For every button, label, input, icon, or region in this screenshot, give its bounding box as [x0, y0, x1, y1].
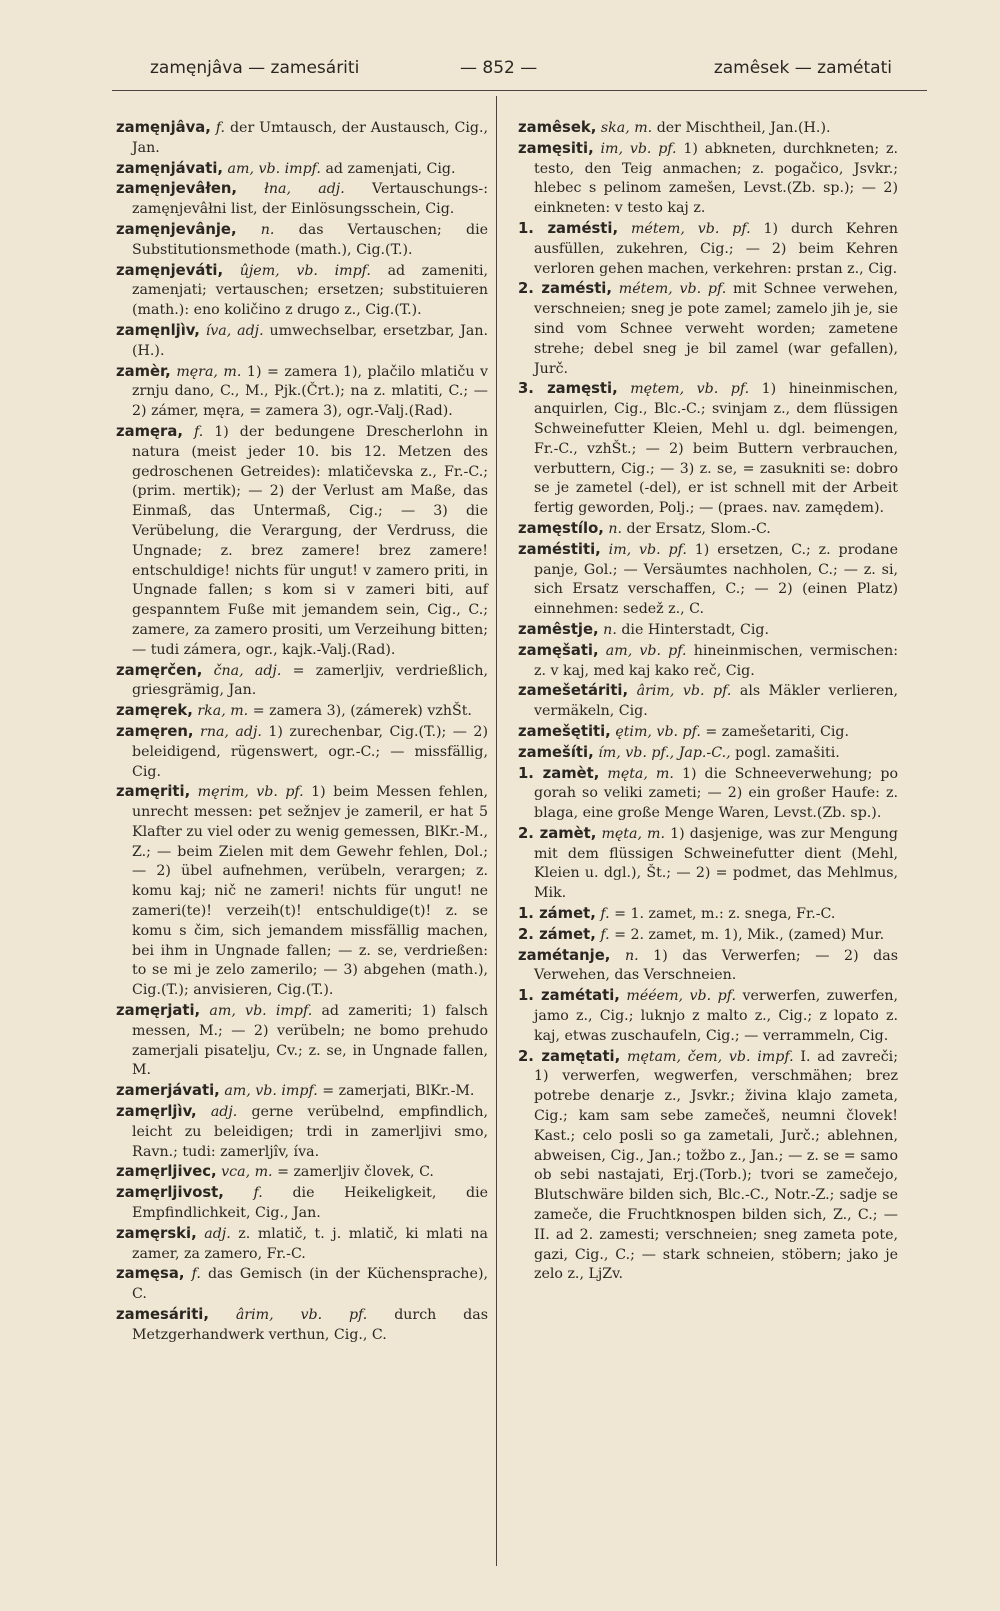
page-number: — 852 —: [460, 58, 538, 78]
entry-definition: = 2. zamet, m. 1), Mik., (zamed) Mur.: [614, 926, 885, 943]
entry-definition: = zamešetariti, Cig.: [705, 723, 849, 740]
dictionary-entry: [518, 904, 898, 925]
entry-grammar: čna, adj.: [202, 662, 293, 679]
dictionary-entry: [518, 219, 898, 279]
dictionary-entry: [116, 362, 488, 422]
entry-definition: = zamerljiv človek, C.: [277, 1164, 434, 1181]
entry-grammar: am, vb. impf.: [200, 1003, 322, 1020]
entry-grammar: męrim, vb. pf.: [190, 784, 312, 801]
entry-grammar: ârim, vb. pf.: [628, 683, 740, 700]
dictionary-entry: [116, 1001, 488, 1081]
entry-headword: zamęrjati,: [116, 1002, 201, 1020]
entry-definition: die Heikeligkeit, die Empfindlichkeit, Cig., Jan.: [132, 1185, 489, 1222]
entry-definition: mit Schnee verwehen, verschneien; sneg je pote zamel; zamelo jih je, sie sind vom Schnee verweht worden; zametene strehe; debel sneg je bil zamel (war gefallen), Jurč.: [534, 281, 898, 377]
entry-headword: zamęsiti,: [518, 139, 594, 157]
entry-grammar: męra, m.: [170, 363, 247, 380]
dictionary-entry: [116, 261, 488, 321]
entry-grammar: mętem, vb. pf.: [617, 381, 762, 398]
dictionary-entry: [116, 220, 488, 261]
entry-headword: zamęnjávati,: [116, 159, 224, 177]
entry-grammar: adj.: [196, 1104, 252, 1121]
entry-grammar: łna, adj.: [237, 181, 372, 198]
entry-grammar: f.: [184, 1266, 208, 1283]
entry-grammar: vca, m.: [216, 1164, 278, 1181]
entry-definition: als Mäkler verlieren, vermäkeln, Cig.: [534, 683, 898, 720]
entry-headword: 1. zámet,: [518, 905, 596, 923]
entry-grammar: am, vb. impf.: [219, 1083, 323, 1100]
entry-definition: der Umtausch, der Austausch, Cig., Jan.: [132, 120, 488, 156]
entry-grammar: íva, adj.: [199, 322, 270, 339]
dictionary-entry: [116, 422, 488, 661]
entry-definition: z. mlatič, t. j. mlatič, ki mlati na zamer, za zamero, Fr.-C.: [132, 1225, 489, 1262]
entry-definition: das Gemisch (in der Küchensprache), C.: [132, 1266, 488, 1303]
entry-grammar: am, vb. pf.: [598, 642, 694, 659]
dictionary-entry: [518, 681, 898, 722]
entry-grammar: n.: [236, 221, 299, 238]
dictionary-entry: [116, 321, 488, 362]
entry-headword: zamęren,: [116, 722, 194, 740]
entry-headword: zamešetáriti,: [518, 682, 629, 700]
entry-grammar: mętam, čem, vb. impf.: [620, 1048, 801, 1065]
entry-definition: hineinmischen, vermischen: z. v kaj, med kaj kako reč, Cig.: [534, 642, 899, 679]
dictionary-entry: [518, 279, 898, 379]
entry-headword: zamešíti,: [518, 743, 594, 761]
entry-grammar: ska, m.: [596, 120, 657, 136]
entry-grammar: f.: [210, 120, 230, 136]
dictionary-entry: [116, 782, 488, 1001]
dictionary-entry: [116, 1162, 488, 1183]
entry-headword: 2. zamésti,: [518, 280, 612, 298]
dictionary-entry: [116, 1224, 488, 1265]
entry-grammar: ętim, vb. pf.: [610, 723, 706, 740]
entry-headword: zamerjávati,: [116, 1082, 220, 1100]
entry-grammar: ím, vb. pf., Jap.-C.,: [593, 744, 736, 761]
dictionary-entry: [116, 179, 488, 220]
dictionary-entry: [518, 379, 898, 519]
dictionary-entry: [518, 925, 898, 946]
entry-headword: 2. zamèt,: [518, 824, 597, 842]
entry-definition: 1) beim Messen fehlen, unrecht messen: pet sežnjev je zameril, er hat 5 Klafter zu viel oder zu wenig gemessen, BlKr.-M., Z.; — beim Zielen mit dem Gewehr fehlen, Dol.; — 2) übel aufnehmen, verübeln, verargen; z. komu kaj; nič ne zameri! nichts für ungut! ne zameri(te)! verzeih(t)! entschuldige(t)! z. se komu s čim, sich jemandem missfällig machen, bei ihm in Ungnade fallen; — z. se, verdrießen: to se mi je zelo zamerilo; — 3) abgehen (math.), Cig.(T.); anvisieren, Cig.(T.).: [132, 784, 488, 999]
entry-headword: zamęriti,: [116, 783, 191, 801]
entry-headword: 2. zámet,: [518, 925, 596, 943]
entry-headword: zamęnjevânje,: [116, 220, 237, 238]
entry-headword: zamesáriti,: [116, 1306, 209, 1324]
entry-definition: 1) = zamera 1), plačilo mlatiču v zrnju dano, C., M., Pjk.(Črt.); na z. mlatiti, C.; — 2) zámer, męra, = zamera 3), ogr.-Valj.(Rad).: [132, 363, 489, 420]
entry-definition: pogl. zamašiti.: [735, 744, 840, 761]
entry-definition: die Hinterstadt, Cig.: [621, 621, 770, 638]
entry-headword: zaméstiti,: [518, 540, 601, 558]
entry-definition: 1) hineinmischen, anquirlen, Cig., Blc.-C.; svinjam z., dem flüssigen Schweinefutter Kleien, Mehl u. dgl. beimengen, Fr.-C., vzhŠt.; — 2) beim Buttern verbrauchen, verbuttern, Cig.; — 3) z. se, = zasukniti se: dobro se je zametel (-del), er ist schnell mit der Arbeit fertig geworden, Polj.; — (praes. nav. zamędem).: [534, 381, 898, 517]
entry-headword: 1. zamèt,: [518, 764, 600, 782]
entry-headword: zamęnjeváti,: [116, 261, 224, 279]
entry-definition: der Ersatz, Slom.-C.: [626, 520, 771, 537]
entry-headword: zamęstílo,: [518, 519, 604, 537]
entry-definition: 1) dasjenige, was zur Mengung mit dem flüssigen Schweinefutter dient (Mehl, Kleien u. dgl.), Št.; — 2) = podmet, das Mehlmus, Mik.: [534, 825, 898, 902]
entry-headword: zamešętiti,: [518, 722, 611, 740]
entry-headword: 1. zamétati,: [518, 987, 620, 1005]
dictionary-entry: [116, 1305, 488, 1346]
entry-headword: 1. zamésti,: [518, 219, 619, 237]
dictionary-entry: [518, 641, 898, 682]
right-column: [518, 118, 898, 1285]
dictionary-entry: [518, 540, 898, 620]
entry-definition: Vertauschungs-: zamęnjevâłni list, der Einlösungsschein, Cig.: [132, 181, 488, 218]
column-divider: [496, 96, 497, 1566]
left-column: [116, 118, 488, 1346]
entry-grammar: n.: [603, 520, 627, 537]
entry-headword: zamęrljìv,: [116, 1103, 197, 1121]
entry-grammar: ârim, vb. pf.: [208, 1307, 395, 1324]
entry-definition: = zamera 3), (zámerek) vzhŠt.: [252, 703, 472, 720]
entry-grammar: męta, m.: [596, 825, 671, 842]
entry-definition: 1) die Schneeverwehung; po gorah so veliki zameti; — 2) ein großer Haufe: z. blaga, eine große Menge Waren, Levst.(Zb. sp.).: [534, 765, 898, 822]
dictionary-entry: [116, 1264, 488, 1305]
entry-headword: zamęra,: [116, 422, 183, 440]
header-right-guide: zamêsek — zamétati: [713, 58, 892, 78]
entry-grammar: męta, m.: [599, 765, 682, 782]
entry-definition: 1) abkneten, durchkneten; z. testo, den Teig anmachen; z. pogačico, Jsvkr.; hlebec s pelinom zamešen, Levst.(Zb. sp.); — 2) einkneten: v testo kaj z.: [534, 140, 898, 217]
entry-grammar: im, vb. pf.: [600, 541, 695, 558]
entry-definition: 1) ersetzen, C.; z. prodane panje, Gol.; — Versäumtes nachholen, C.; — z. si, sich Ersatz verschaffen, C.; — 2) (einen Platz) einnehmen: sedež z., C.: [534, 541, 899, 618]
dictionary-entry: [518, 824, 898, 904]
dictionary-entry: [116, 1183, 488, 1224]
dictionary-entry: [518, 764, 898, 824]
entry-grammar: f.: [595, 926, 615, 943]
entry-definition: 1) durch Kehren ausfüllen, zukehren, Cig.; — 2) beim Kehren verloren gehen machen, verkehren: prstan z., Cig.: [534, 220, 898, 277]
entry-headword: zamęsa,: [116, 1265, 185, 1283]
entry-grammar: ûjem, vb. impf.: [223, 262, 388, 279]
entry-headword: zamęrski,: [116, 1224, 197, 1242]
dictionary-entry: [116, 1102, 488, 1162]
entry-headword: zamêsek,: [518, 119, 597, 136]
dictionary-entry: [518, 118, 898, 139]
entry-headword: zamęrljivost,: [116, 1184, 224, 1202]
entry-grammar: mééem, vb. pf.: [619, 988, 743, 1005]
entry-grammar: im, vb. pf.: [593, 140, 684, 157]
entry-headword: zamêstje,: [518, 620, 599, 638]
dictionary-entry: [518, 1047, 898, 1286]
entry-definition: 1) das Verwerfen; — 2) das Verwehen, das Verschneien.: [534, 947, 898, 984]
entry-grammar: f.: [595, 906, 615, 923]
header-left-guide: zamęnjâva — zamesáriti: [150, 58, 360, 78]
entry-definition: ad zameniti, zamenjati; vertauschen; ersetzen; substituieren (math.): eno količino z drugo z., Cig.(T.).: [132, 262, 488, 319]
entry-definition: der Mischtheil, Jan.(H.).: [656, 120, 831, 136]
entry-definition: das Vertauschen; die Substitutionsmethode (math.), Cig.(T.).: [132, 221, 488, 258]
entry-definition: 1) zurechenbar, Cig.(T.); — 2) beleidigend, rügenswert, ogr.-C.; — missfällig, Cig.: [132, 723, 488, 780]
entry-definition: gerne verübelnd, empfindlich, leicht zu beleidigen; trdi in zamerljivi smo, Ravn.; tudi: zamerljîv, íva.: [132, 1104, 489, 1160]
entry-grammar: f.: [182, 423, 215, 440]
dictionary-entry: [518, 519, 898, 540]
dictionary-entry: [518, 946, 898, 987]
entry-headword: zamęrčen,: [116, 661, 203, 679]
entry-grammar: rka, m.: [192, 703, 253, 720]
entry-grammar: métem, vb. pf.: [618, 220, 764, 237]
dictionary-entry: [116, 722, 488, 782]
entry-definition: I. ad zavreči; 1) verwerfen, wegwerfen, verschmähen; brez potrebe denarje z., Jsvkr.; živina klajo zameta, Cig.; kam sam sebe zamečeš, neumni človek! Kast.; celo posli so ga zametali, Jurč.; ablehnen, abweisen, Cig., Jan.; tožbo z., Jan.; — z. se = samo ob sebi nastajati, Erj.(Torb.); tvori se zamečejo, Blutschwäre bilden sich, Blc.-C., Notr.-Z.; sadje se zameče, die Fruchtknospen bilden sich, Z., C.; — II. ad 2. zamesti; verschneien; sneg zameta pote, gazi, Cig., C.; — stark schneien, stöbern; jako je zelo z., LjZv.: [534, 1048, 898, 1283]
entry-definition: umwechselbar, ersetzbar, Jan.(H.).: [132, 322, 488, 359]
entry-grammar: métem, vb. pf.: [611, 281, 734, 298]
entry-definition: = zamerljiv, verdrießlich, griesgrämig, Jan.: [132, 662, 489, 699]
entry-definition: durch das Metzgerhandwerk verthun, Cig., C.: [132, 1307, 488, 1343]
dictionary-entry: [116, 701, 488, 722]
entry-definition: = zamerjati, BlKr.-M.: [322, 1083, 475, 1100]
entry-headword: zamęnljìv,: [116, 321, 200, 339]
entry-headword: zamęnjevâłen,: [116, 180, 238, 198]
entry-definition: ad zamenjati, Cig.: [325, 160, 456, 177]
entry-definition: = 1. zamet, m.: z. snega, Fr.-C.: [614, 906, 836, 923]
dictionary-entry: [116, 661, 488, 702]
entry-headword: 3. zamęsti,: [518, 380, 618, 398]
entry-grammar: n.: [610, 947, 654, 964]
entry-grammar: am, vb. impf.: [223, 160, 326, 177]
entry-headword: zamęšati,: [518, 641, 599, 659]
dictionary-entry: [518, 743, 898, 764]
entry-headword: zamęnjâva,: [116, 119, 211, 136]
dictionary-entry: [518, 986, 898, 1046]
header-rule: [112, 90, 927, 91]
dictionary-entry: [116, 159, 488, 180]
dictionary-entry: [116, 1081, 488, 1102]
entry-grammar: adj.: [196, 1225, 239, 1242]
entry-definition: verwerfen, zuwerfen, jamo z., Cig.; luknjo z malto z., Cig.; z lopato z. kaj, etwas zuschaufeln, Cig.; — verrammeln, Cig.: [534, 988, 898, 1044]
dictionary-entry: [518, 722, 898, 743]
entry-headword: zamétanje,: [518, 946, 611, 964]
entry-grammar: rna, adj.: [193, 723, 269, 740]
dictionary-entry: [518, 620, 898, 641]
entry-headword: zamèr,: [116, 362, 171, 380]
dictionary-entry: [116, 118, 488, 159]
entry-headword: zamęrljivec,: [116, 1163, 217, 1181]
entry-grammar: f.: [223, 1185, 293, 1202]
entry-definition: 1) der bedungene Drescherlohn in natura (meist jeder 10. bis 12. Metzen des gedroschenen Getreides): mlatičevska z., Fr.-C.; (prim. mertik); — 2) der Verlust am Maße, das Einmaß, das Untermaß, Cig.; — 3) die Verübelung, die Verargung, der Verdruss, die Ungnade; z. brez zamere! brez zamere! entschuldige! nichts für ungut! v zamero priti, in Ungnade fallen; s kom si v zameri biti, auf gespanntem Fuße mit jemandem sein, Cig., C.; zamere, za zamero prositi, um Verzeihung bitten; — tudi zámera, ogr., kajk.-Valj.(Rad).: [132, 423, 488, 658]
entry-headword: zamęrek,: [116, 702, 193, 720]
page-header: [112, 52, 892, 92]
entry-definition: ad zameriti; 1) falsch messen, M.; — 2) verübeln; ne bomo prehudo zamerjali pisatelju, Cv.; z. se, in Ungnade fallen, M.: [132, 1003, 488, 1079]
entry-grammar: n.: [598, 621, 622, 638]
entry-headword: 2. zamętati,: [518, 1047, 621, 1065]
dictionary-entry: [518, 139, 898, 219]
